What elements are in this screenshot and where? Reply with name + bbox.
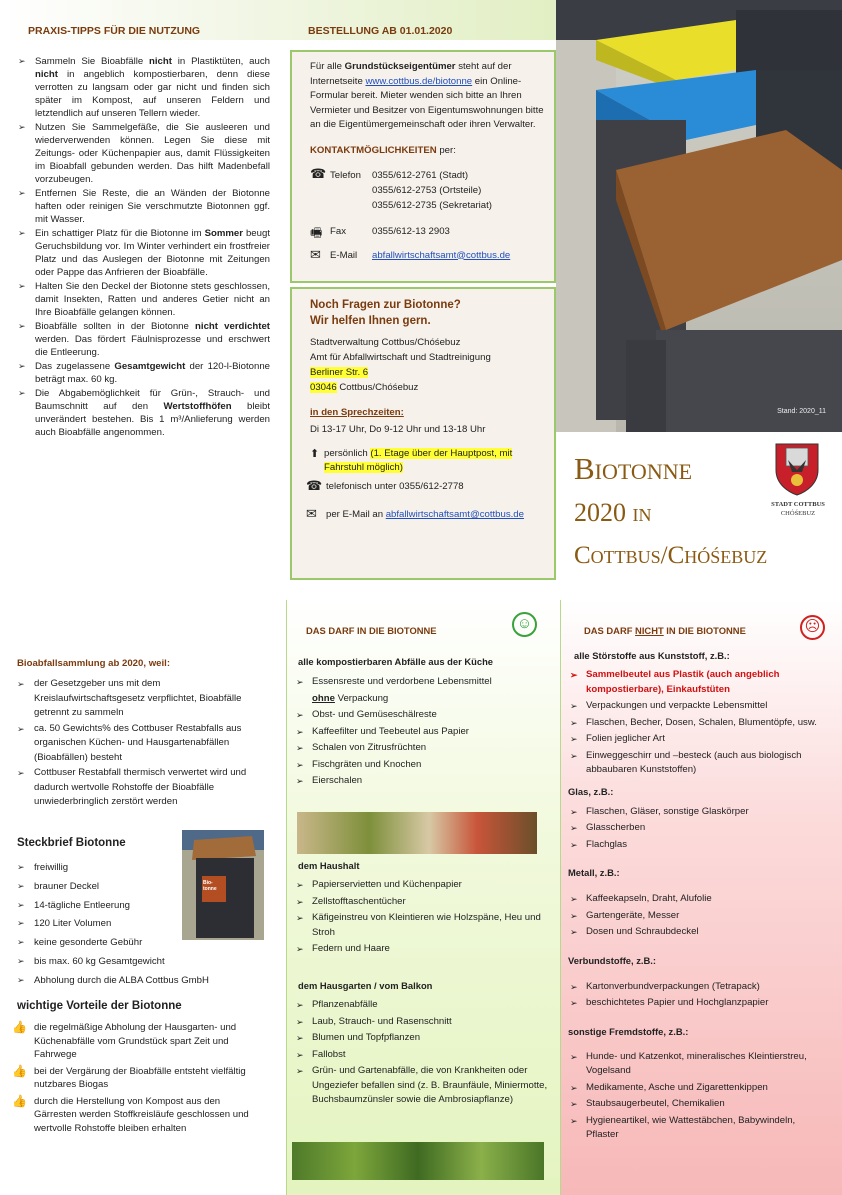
allowed-title: DAS DARF IN DIE BIOTONNE bbox=[306, 625, 437, 636]
phone-label: Telefon bbox=[330, 169, 361, 181]
phone-text: telefonisch unter 0355/612-2778 bbox=[326, 481, 464, 492]
reason-title: Bioabfallsammlung ab 2020, weil: bbox=[17, 658, 171, 669]
telephone-row bbox=[306, 478, 544, 497]
stand-label: Stand: 2020_11 bbox=[777, 408, 826, 415]
kitchen-title: alle kompostierbaren Abfälle aus der Küche bbox=[298, 656, 494, 667]
tips-list bbox=[18, 55, 270, 440]
list-item: ➢ Verpackungen und verpackte Lebensmittel bbox=[568, 699, 830, 714]
contact-heading bbox=[310, 145, 544, 156]
kitchen-first: Essensreste und verdorbene Lebensmittel bbox=[312, 676, 492, 687]
list-item: ➢ Kaffeekapseln, Draht, Alufolie bbox=[568, 891, 830, 908]
forbidden-title bbox=[584, 625, 746, 636]
list-item: ➢ Cottbuser Restabfall thermisch verwertet wird und dadurch wertvolle Rohstoffe der Bioabfälle unwiederbringlich zerstört werden bbox=[17, 766, 249, 810]
list-item: ➢ 14-tägliche Entleerung bbox=[17, 897, 257, 915]
personal-note: (1. Etage über der Hauptpost, mit Fahrstuhl möglich) bbox=[324, 448, 513, 473]
tip-item: ➢ Sammeln Sie Bioabfälle nicht in Plastiktüten, auch nicht in angeblich kompostierbaren, denn diese verrotten zu langsam oder gar nicht und finden sich später im Kompost, auf unseren Feldern und letztendlich auf unseren Tellern wieder. bbox=[18, 55, 270, 120]
tip-item: ➢ Bioabfälle sollten in der Biotonne nicht verdichtet werden. Das fördert Fäulnisprozesse und erschwert die Entleerung. bbox=[18, 320, 270, 359]
tip-item: ➢ Das zugelassene Gesamtgewicht der 120-l-Biotonne beträgt max. 60 kg. bbox=[18, 360, 270, 386]
list-item: ➢ ca. 50 Gewichts% des Cottbuser Restabfalls aus organischen Küchen- und Hausgartenabfällen (Bioabfällen) besteht bbox=[17, 722, 249, 766]
opening-hours: Di 13-17 Uhr, Do 9-12 Uhr und 13-18 Uhr bbox=[310, 424, 486, 435]
coat-name: STADT COTTBUS bbox=[771, 501, 825, 508]
list-item: ➢ Schalen von Zitrusfrüchten bbox=[294, 740, 549, 757]
coat-of-arms bbox=[772, 442, 822, 496]
list-item: ➢ Grün- und Gartenabfälle, die von Krankheiten oder Ungeziefer befallen sind (z. B. Braunfäule, Miniermotte, Buchsbaumzünsler sowie die Ambrosiapflanze) bbox=[294, 1064, 549, 1108]
intro-b: steht auf der Internetseite bbox=[310, 61, 512, 87]
advantage-item: 👍 bei der Vergärung der Bioabfälle entsteht vielfältig nutzbares Biogas bbox=[12, 1063, 246, 1090]
profile-title: Steckbrief Biotonne bbox=[17, 837, 126, 849]
contact-title: KONTAKTMÖGLICHKEITEN bbox=[310, 144, 437, 156]
kitchen-first-underline: ohne bbox=[312, 692, 335, 704]
contact-suffix: per: bbox=[436, 144, 456, 156]
list-item: ➢ bis max. 60 kg Gesamtgewicht bbox=[17, 953, 257, 971]
other-title: sonstige Fremdstoffe, z.B.: bbox=[568, 1025, 689, 1037]
advantages-title: wichtige Vorteile der Biotonne bbox=[17, 1000, 182, 1012]
metal-title: Metall, z.B.: bbox=[568, 867, 620, 878]
food-photo bbox=[297, 812, 537, 854]
list-item: ➢ Blumen und Topfpflanzen bbox=[294, 1031, 549, 1046]
title-line-2: 2020 in bbox=[574, 498, 652, 527]
list-item: ➢ Fischgräten und Knochen bbox=[294, 757, 549, 774]
tip-item: ➢ Nutzen Sie Sammelgefäße, die Sie ausleeren und wiederverwenden können. Legen Sie diese mit Zeitungs- oder Küchenpapier aus, damit Flüssigkeiten im Bioabfall gebunden werden. Das hilft Madenbefall vorzubeugen. bbox=[18, 121, 270, 186]
email-text: per E-Mail an bbox=[326, 509, 386, 520]
allowed-list bbox=[294, 654, 549, 790]
fax-icon: 🖷 bbox=[310, 224, 323, 240]
other-list bbox=[568, 1050, 830, 1143]
bins-photo bbox=[556, 0, 842, 432]
list-item: ➢ Eierschalen bbox=[294, 773, 549, 790]
list-item: ➢ Hygieneartikel, wie Wattestäbchen, Babywindeln, Pflaster bbox=[568, 1114, 830, 1143]
phone-list bbox=[372, 168, 492, 213]
person-icon: ⬆ bbox=[310, 448, 320, 460]
list-item: ➢ Glasscherben bbox=[568, 820, 830, 837]
order-box bbox=[290, 50, 556, 283]
fax-label: Fax bbox=[330, 225, 346, 237]
garden-title: dem Hausgarten / vom Balkon bbox=[298, 980, 433, 991]
kitchen-first-tail: Verpackung bbox=[334, 692, 389, 704]
personal-row bbox=[310, 447, 544, 475]
list-item: ➢ Kartonverbundverpackungen (Tetrapack) bbox=[568, 979, 830, 996]
thumbs-up-icon: 👍 bbox=[12, 1093, 27, 1108]
street: Berliner Str. 6 bbox=[310, 367, 369, 378]
forbidden-title-a: DAS DARF bbox=[584, 625, 636, 636]
telephone-icon: ☎ bbox=[306, 478, 323, 493]
tip-item: ➢ Die Abgabemöglichkeit für Grün-, Strauch- und Baumschnitt auf den Wertstoffhöfen bleibt unverändert bestehen. Bis 1 m³/Anlieferung werden auch Bioabfälle angenommen. bbox=[18, 387, 270, 439]
phone-number[interactable]: 0355/612-2735 (Sekretariat) bbox=[372, 199, 492, 211]
kitchen-list bbox=[294, 674, 549, 707]
forbidden-title-b: IN DIE BIOTONNE bbox=[663, 625, 746, 636]
list-item: ➢ Federn und Haare bbox=[294, 942, 549, 957]
list-item: ➢ Einweggeschirr und –besteck (auch aus biologisch abbaubaren Kunststoffen) bbox=[568, 749, 830, 778]
email-label: E-Mail bbox=[330, 249, 358, 261]
glass-list bbox=[568, 804, 830, 854]
coat-of-arms-icon bbox=[772, 442, 822, 496]
thumbs-up-icon: 👍 bbox=[12, 1063, 27, 1078]
list-item: ➢ Käfigeinstreu von Kleintieren wie Holzspäne, Heu und Stroh bbox=[294, 911, 549, 940]
city: Cottbus/Chóśebuz bbox=[336, 382, 419, 393]
advantages-list bbox=[12, 1021, 262, 1138]
list-item: ➢ Dosen und Schraubdeckel bbox=[568, 924, 830, 941]
email-row bbox=[310, 246, 544, 266]
envelope-icon: ✉ bbox=[306, 506, 317, 521]
tip-item: ➢ Halten Sie den Deckel der Biotonne stets geschlossen, damit Insekten, Ratten und anderes Getier nicht an Ihre Bioabfälle gelangen können. bbox=[18, 280, 270, 319]
questions-title-1: Noch Fragen zur Biotonne? bbox=[310, 299, 461, 311]
list-item bbox=[294, 674, 549, 707]
list-item: ➢ Abholung durch die ALBA Cottbus GmbH bbox=[17, 972, 257, 990]
kitchen-rest-list bbox=[294, 707, 549, 790]
garden-photo bbox=[292, 1142, 544, 1180]
advantage-item: 👍 durch die Herstellung von Kompost aus den Gärresten werden Stoffkreisläufe geschlossen und wertvolle Rohstoffe bleiben erhalten bbox=[12, 1093, 249, 1134]
envelope-icon: ✉ bbox=[310, 246, 321, 262]
glass-title: Glas, z.B.: bbox=[568, 785, 614, 797]
garden-block bbox=[294, 978, 549, 1110]
list-item: ➢ brauner Deckel bbox=[17, 878, 257, 896]
tips-title: PRAXIS-TIPPS FÜR DIE NUTZUNG bbox=[28, 25, 201, 37]
list-item: ➢ der Gesetzgeber uns mit dem Kreislaufwirtschaftsgesetz verpflichtet, Bioabfälle getrennt zu sammeln bbox=[17, 677, 249, 721]
reasons-list bbox=[17, 677, 249, 811]
questions-email-link[interactable]: abfallwirtschaftsamt@cottbus.de bbox=[385, 509, 524, 520]
personal-label: persönlich bbox=[324, 448, 368, 459]
advantage-item: 👍 die regelmäßige Abholung der Hausgarten- und Küchenabfälle vom Grundstück spart Zeit und Fahrwege bbox=[12, 1020, 237, 1060]
household-list bbox=[294, 878, 549, 957]
title-line-3: Cottbus/Chóśebuz bbox=[574, 542, 768, 569]
phone-block bbox=[310, 165, 544, 216]
list-item: ➢ keine gesonderte Gebühr bbox=[17, 934, 257, 952]
list-item: ➢ Flachglas bbox=[568, 837, 830, 854]
org-department: Amt für Abfallwirtschaft und Stadtreinigung bbox=[310, 352, 491, 363]
address-block bbox=[310, 335, 544, 395]
phone-number[interactable]: 0355/612-2761 (Stadt) bbox=[372, 169, 469, 181]
questions-box bbox=[290, 287, 556, 580]
list-item: ➢ Pflanzenabfälle bbox=[294, 998, 549, 1013]
plastic-title: alle Störstoffe aus Kunststoff, z.B.: bbox=[574, 650, 730, 661]
list-item: ➢ Hunde- und Katzenkot, mineralisches Kleintierstreu, Vogelsand bbox=[568, 1050, 830, 1079]
intro-a: Für alle bbox=[310, 61, 345, 72]
questions-title-2: Wir helfen Ihnen gern. bbox=[310, 315, 431, 327]
title-line-1: Biotonne bbox=[574, 451, 693, 486]
order-url-link[interactable]: www.cottbus.de/biotonne bbox=[365, 75, 473, 87]
email-row bbox=[306, 506, 544, 525]
biotonne-bin-photo bbox=[182, 830, 264, 940]
title-block bbox=[574, 448, 774, 576]
telephone-icon: ☎ bbox=[310, 165, 327, 181]
smiley-icon: ☺ bbox=[512, 612, 537, 637]
plastic-list bbox=[568, 668, 830, 697]
plastic-rest-list bbox=[568, 699, 830, 778]
bin-label: Bio-tonne bbox=[203, 880, 217, 892]
list-item: ➢ Kaffeefilter und Teebeutel aus Papier bbox=[294, 724, 549, 741]
fax-row bbox=[310, 226, 544, 242]
tip-item: ➢ Entfernen Sie Reste, die an Wänden der Biotonne haften oder reinigen Sie verschmutzte Biotonnen ggf. mit Wasser. bbox=[18, 187, 270, 226]
org-name: Stadtverwaltung Cottbus/Chóśebuz bbox=[310, 337, 461, 348]
forbidden-title-not: NICHT bbox=[635, 625, 664, 636]
list-item: ➢ beschichtetes Papier und Hochglanzpapier bbox=[568, 995, 830, 1012]
list-item: ➢ Zellstofftaschentücher bbox=[294, 895, 549, 910]
list-item: ➢ Staubsaugerbeutel, Chemikalien bbox=[568, 1097, 830, 1112]
list-item: ➢ Sammelbeutel aus Plastik (auch angeblich kompostierbare), Einkaufstüten bbox=[568, 668, 830, 697]
forbidden-list bbox=[568, 648, 830, 1145]
hours-title: in den Sprechzeiten: bbox=[310, 407, 404, 418]
intro-bold: Grundstückseigentümer bbox=[344, 61, 456, 72]
compound-list bbox=[568, 979, 830, 1012]
tip-item: ➢ Ein schattiger Platz für die Biotonne im Sommer beugt Geruchsbildung vor. Im Winter verhindert ein frostfreier Platz und das Auslegen der Biotonne mit Zeitungen oder Pappe das Anfrieren der Bioabfälle. bbox=[18, 227, 270, 279]
phone-number[interactable]: 0355/612-2753 (Ortsteile) bbox=[372, 184, 482, 196]
list-item: ➢ Folien jeglicher Art bbox=[568, 732, 830, 747]
list-item: ➢ Laub, Strauch- und Rasenschnitt bbox=[294, 1015, 549, 1030]
questions-title bbox=[310, 297, 544, 329]
order-title: BESTELLUNG AB 01.01.2020 bbox=[308, 25, 453, 37]
compound-title: Verbundstoffe, z.B.: bbox=[568, 954, 657, 966]
garden-list bbox=[294, 998, 549, 1108]
order-email-link[interactable]: abfallwirtschaftsamt@cottbus.de bbox=[372, 249, 511, 261]
list-item: ➢ Fallobst bbox=[294, 1048, 549, 1063]
list-item: ➢ Medikamente, Asche und Zigarettenkippen bbox=[568, 1081, 830, 1096]
zip: 03046 bbox=[310, 382, 337, 393]
list-item: ➢ freiwillig bbox=[17, 859, 257, 877]
list-item: ➢ Obst- und Gemüseschälreste bbox=[294, 707, 549, 724]
list-item: ➢ Flaschen, Gläser, sonstige Glaskörper bbox=[568, 804, 830, 821]
list-item: ➢ Gartengeräte, Messer bbox=[568, 908, 830, 925]
household-block bbox=[294, 858, 549, 959]
intro-c: ein Online-Formular bereit. Mieter wenden sich bitte an Ihren Vermieter und Besitzer von Eigentumswohnungen bitte an die Eigentümergemeinschaft oder ihren Verwalter. bbox=[310, 75, 544, 130]
thumbs-up-icon: 👍 bbox=[12, 1020, 27, 1034]
sad-face-icon: ☹ bbox=[800, 615, 825, 640]
coat-sub: CHÓŚEBUZ bbox=[780, 510, 816, 517]
order-intro bbox=[310, 60, 544, 133]
list-item: ➢ 120 Liter Volumen bbox=[17, 915, 257, 933]
metal-list bbox=[568, 891, 830, 941]
list-item: ➢ Papierservietten und Küchenpapier bbox=[294, 878, 549, 893]
household-title: dem Haushalt bbox=[298, 860, 360, 871]
list-item: ➢ Flaschen, Becher, Dosen, Schalen, Blumentöpfe, usw. bbox=[568, 716, 830, 731]
fax-number: 0355/612-13 2903 bbox=[372, 225, 450, 237]
